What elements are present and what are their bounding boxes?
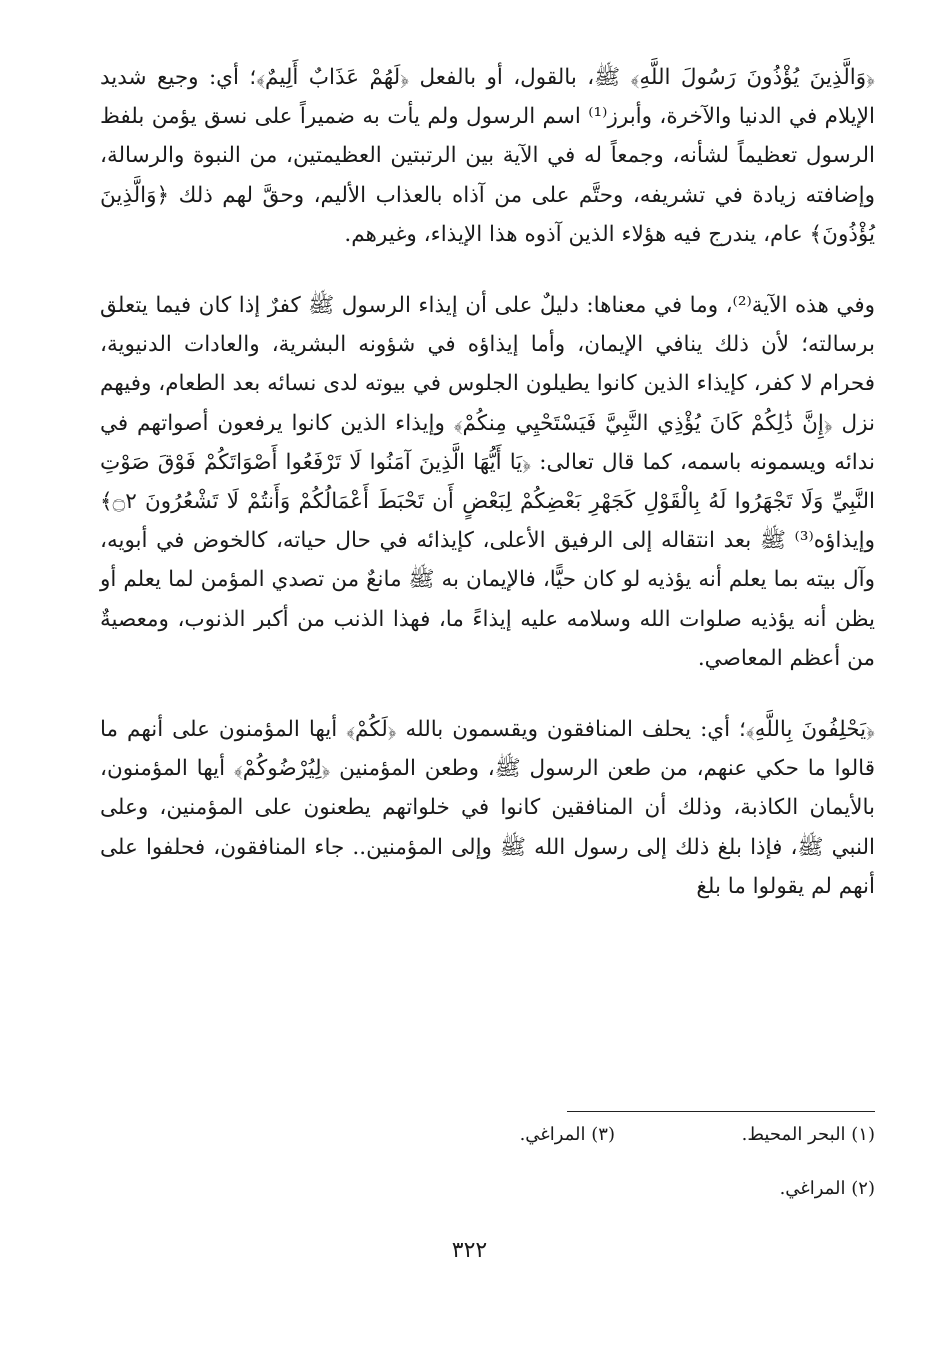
footnotes (355, 1124, 875, 1232)
footnote-2: (٢) المراغي. (779, 1178, 875, 1199)
paragraph-2: وفي هذه الآية⁽²⁾، وما في معناها: دليلٌ على أن إيذاء الرسول ﷺ كفرٌ إذا كان فيما يتعلق برسالته؛ لأن ذلك ينافي الإيمان، وأما إيذاؤه في شؤونه البشرية، والعادات الدنيوية، فحرام لا كفر، كإيذاء الذين كانوا يطيلون الجلوس في بيوته لدى نسائه بعد الطعام، وفيهم نزل ﴿إِنَّ ذَٰلِكُمْ كَانَ يُؤْذِي النَّبِيَّ فَيَسْتَحْيِي مِنكُمْ﴾ وإيذاء الذين كانوا يرفعون أصواتهم في ندائه ويسمونه باسمه، كما قال تعالى: ﴿يَا أَيُّهَا الَّذِينَ آمَنُوا لَا تَرْفَعُوا أَصْوَاتَكُمْ فَوْقَ صَوْتِ النَّبِيِّ وَلَا تَجْهَرُوا لَهُ بِالْقَوْلِ كَجَهْرِ بَعْضِكُمْ لِبَعْضٍ أَن تَحْبَطَ أَعْمَالُكُمْ وَأَنتُمْ لَا تَشْعُرُونَ ۝٢﴾ وإيذاؤه⁽³⁾ ﷺ بعد انتقاله إلى الرفيق الأعلى، كإيذائه في حال حياته، كالخوض في أبويه، وآل بيته بما يعلم أنه يؤذيه لو كان حيًّا، فالإيمان به ﷺ مانعٌ من تصدي المؤمن لما يعلم أو يظن أنه يؤذيه صلوات الله وسلامه عليه إيذاءً ما، فهذا الذنب من أكبر الذنوب، ومعصيةٌ من أعظم المعاصي. (100, 293, 875, 671)
page-number: ٣٢٢ (451, 1238, 488, 1263)
footnote-row (355, 1178, 875, 1232)
paragraph-3: ﴿يَحْلِفُونَ بِاللَّهِ﴾؛ أي: يحلف المنافقون ويقسمون بالله ﴿لَكُمْ﴾ أيها المؤمنون على أنهم ما قالوا ما حكي عنهم، من طعن الرسول ﷺ، وطعن المؤمنين ﴿لِيُرْضُوكُمْ﴾ أيها المؤمنون، بالأيمان الكاذبة، وذلك أن المنافقين كانوا في خلواتهم يطعنون على المؤمنين، وعلى النبي ﷺ، فإذا بلغ ذلك إلى رسول الله ﷺ وإلى المؤمنين.. جاء المنافقون، فحلفوا على أنهم لم يقولوا ما بلغ (100, 717, 875, 899)
footnote-row (355, 1124, 875, 1178)
footnote-divider (567, 1111, 875, 1112)
paragraph-1: ﴿وَالَّذِينَ يُؤْذُونَ رَسُولَ اللَّهِ﴾ ﷺ، بالقول، أو بالفعل ﴿لَهُمْ عَذَابٌ أَلِيمٌ﴾؛ أي: وجيع شديد الإيلام في الدنيا والآخرة، وأبرز⁽¹⁾ اسم الرسول ولم يأت به ضميراً على نسق يؤمن بلفظ الرسول تعظيماً لشأنه، وجمعاً له في الآية بين الرتبتين العظيمتين، من النبوة والرسالة، وإضافته زيادة في تشريفه، وحتَّم على من آذاه بالعذاب الأليم، وحقَّ لهم ذلك ﴿وَالَّذِينَ يُؤْذُونَ﴾ عام، يندرج فيه هؤلاء الذين آذوه هذا الإيذاء، وغيرهم. (100, 65, 875, 247)
main-text (100, 58, 875, 906)
footnote-1: (١) البحر المحيط. (741, 1124, 875, 1145)
footnote-3: (٣) المراغي. (519, 1124, 615, 1145)
